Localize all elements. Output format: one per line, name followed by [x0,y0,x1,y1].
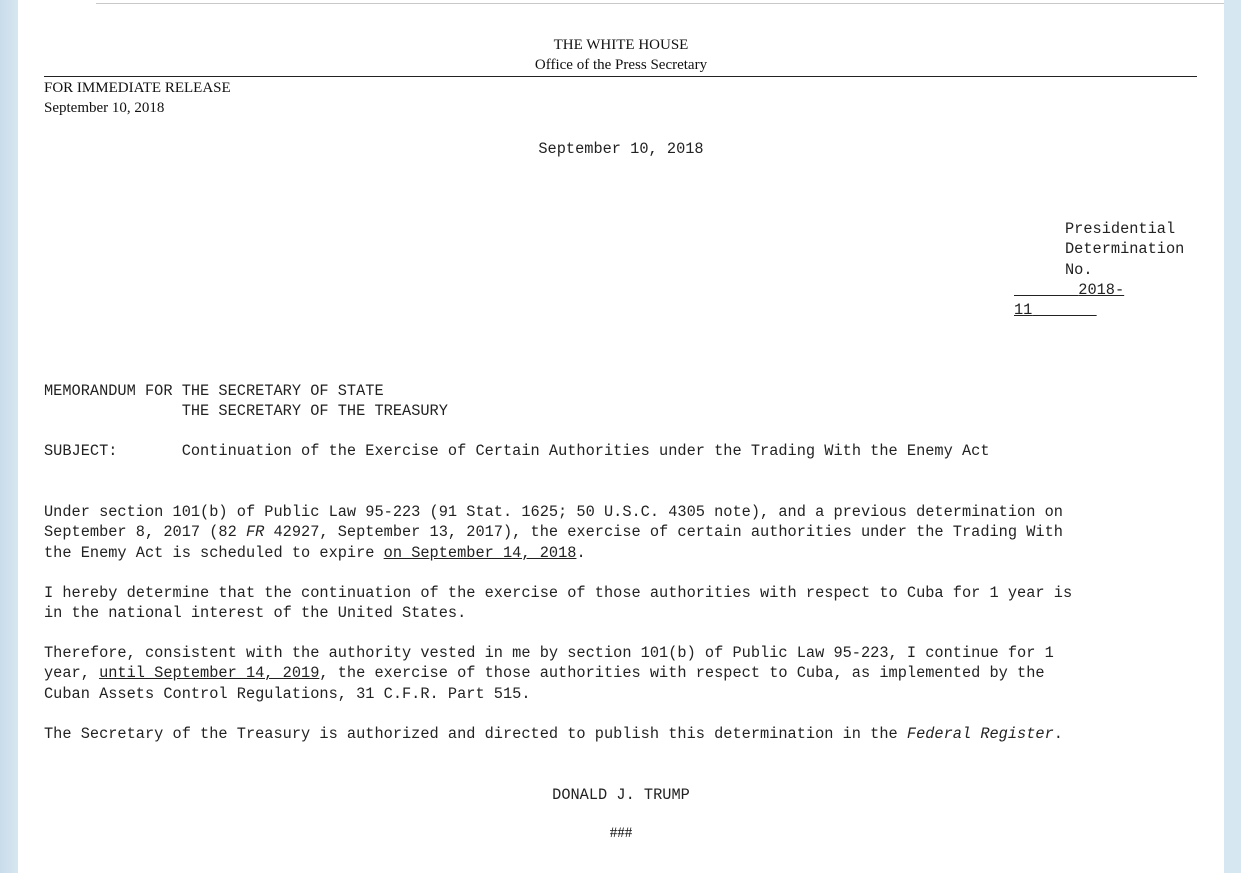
header-subtitle: Office of the Press Secretary [534,57,708,73]
paragraph-3 [44,643,1204,704]
p3-line1: Therefore, consistent with the authority vested in me by section 101(b) of Public Law 95-223, I continue for 1 [44,644,1054,662]
p3-line2a: year, [44,664,100,683]
p3-line3: Cuban Assets Control Regulations, 31 C.F.R. Part 515. [44,684,531,703]
p2-line2: in the national interest of the United States. [44,604,467,623]
p1-line3a: the Enemy Act is scheduled to expire [44,543,384,562]
signature: DONALD J. TRUMP [552,786,690,804]
determination-number [1014,280,1124,321]
memo-addressees [44,381,448,422]
paragraph-1 [44,502,1204,563]
p1-line1: Under section 101(b) of Public Law 95-223 (91 Stat. 1625; 50 U.S.C. 4305 note), and a previous determination on [44,503,1063,521]
subject-label: SUBJECT: [44,442,118,460]
p1-line2b: 42927, September 13, 2017), the exercise of certain authorities under the Trading With [264,523,1063,542]
paragraph-4 [44,724,1204,744]
memo-to-line2: THE SECRETARY OF THE TREASURY [181,402,448,421]
determination-number-part2: 11 [1014,301,1033,320]
determination-label-line1: Presidential [1065,220,1176,238]
paragraph-2 [44,583,1204,624]
p1-line3-underlined: on September 14, 2018 [383,543,577,562]
p3-line2-underlined: until September 14, 2019 [99,664,320,683]
p2-line1: I hereby determine that the continuation of the exercise of those authorities with respect to Cuba for 1 year is [44,584,1073,602]
release-label: FOR IMMEDIATE RELEASE [44,80,231,96]
release-date: September 10, 2018 [44,100,165,116]
header-divider [44,76,1197,77]
p4-a: The Secretary of the Treasury is authorized and directed to publish this determination in the [44,725,907,743]
p1-line2a: September 8, 2017 (82 [44,523,246,542]
subject-text: Continuation of the Exercise of Certain Authorities under the Trading With the Enemy Act [181,442,990,460]
determination-label-line3: No. [1065,260,1093,279]
document-page [18,0,1224,873]
end-mark: ### [609,825,633,841]
memo-date: September 10, 2018 [538,140,704,158]
top-divider [96,3,1224,4]
p1-line3b: . [576,543,586,562]
determination-label [1065,219,1184,280]
p4-italic: Federal Register [906,725,1054,743]
memo-to-line1: THE SECRETARY OF STATE [181,382,384,400]
p4-b: . [1053,725,1063,743]
determination-label-line2: Determination [1065,240,1185,259]
determination-number-part1: 2018- [1078,281,1125,299]
header-title: THE WHITE HOUSE [553,37,689,53]
memo-to-label: MEMORANDUM FOR [44,382,173,400]
p3-line2b: , the exercise of those authorities with respect to Cuba, as implemented by the [319,664,1045,683]
p1-line2-italic: FR [245,523,265,542]
memo-subject [44,441,990,461]
